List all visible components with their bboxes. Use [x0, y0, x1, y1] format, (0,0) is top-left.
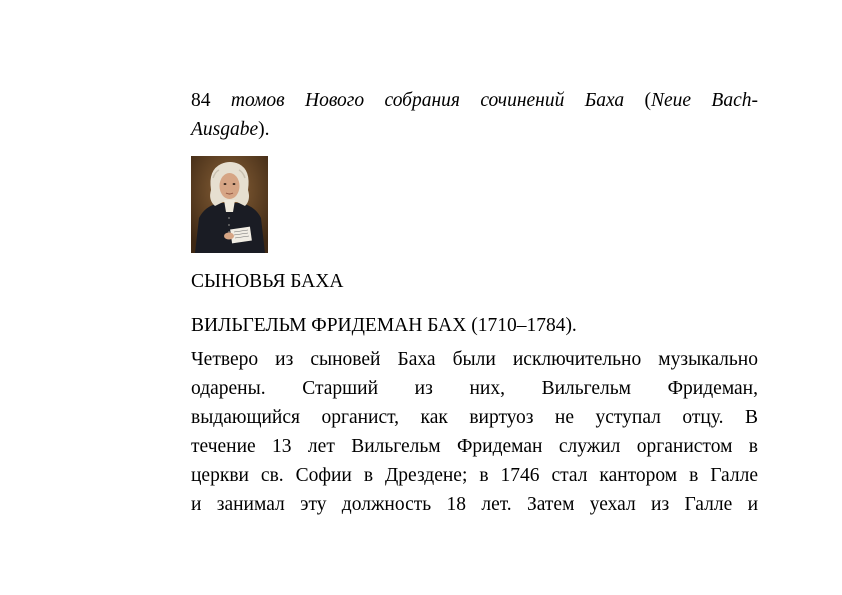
intro-line-2 — [191, 115, 758, 144]
paragraph-line: и занимал эту должность 18 лет. Затем уехал из Галле и — [191, 494, 758, 515]
volume-count: 84 — [191, 90, 211, 111]
paragraph-line: Четверо из сыновей Баха были исключительно музыкально — [191, 349, 758, 370]
paragraph-line: церкви св. Софии в Дрездене; в 1746 стал кантором в Галле — [191, 465, 758, 486]
paren-open: ( — [644, 90, 651, 111]
edition-title: томов Нового собрания сочинений Баха — [230, 90, 625, 111]
intro-paragraph — [191, 86, 758, 144]
heading-sons-text: СЫНОВЬЯ БАХА — [191, 271, 344, 292]
paren-close: ). — [258, 119, 270, 140]
heading-wilhelm-friedemann — [191, 311, 758, 340]
paragraph-line: одарены. Старший из них, Вильгельм Фридеман, — [191, 378, 758, 399]
paragraph-line: выдающийся органист, как виртуоз не уступал отцу. В — [191, 407, 758, 428]
body-paragraph — [191, 345, 758, 519]
heading-wilhelm-text: ВИЛЬГЕЛЬМ ФРИДЕМАН БАХ (1710–1784). — [191, 315, 577, 336]
intro-line-1 — [191, 86, 758, 115]
edition-latin-part2: Ausgabe — [191, 119, 259, 140]
paragraph-line: течение 13 лет Вильгельм Фридеман служил органистом в — [191, 436, 758, 457]
edition-latin-part1: Neue Bach- — [650, 90, 758, 111]
heading-sons-of-bach — [191, 267, 758, 296]
bach-portrait-image — [191, 156, 268, 253]
